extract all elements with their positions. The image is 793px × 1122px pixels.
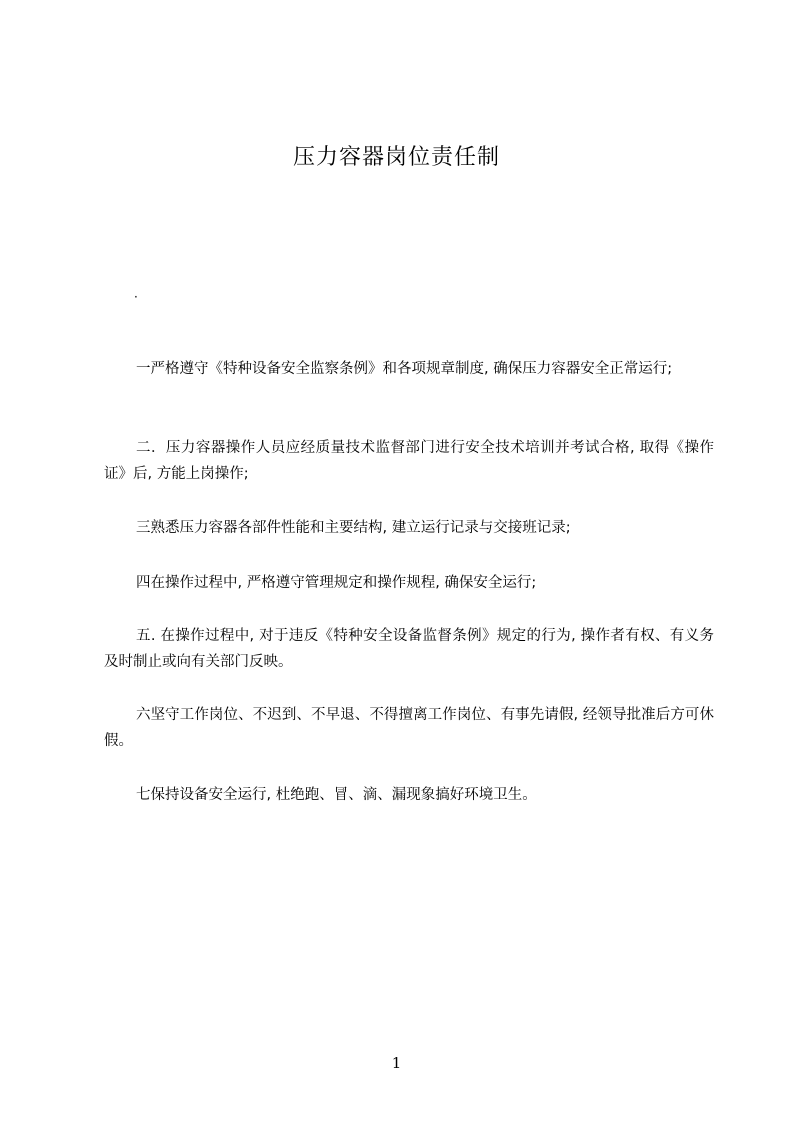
paragraph-3: 三熟悉压力容器各部件性能和主要结构, 建立运行记录与交接班记录; <box>136 519 571 536</box>
paragraph-5: 五. 在操作过程中, 对于违反《特种安全设备监督条例》规定的行为, 操作者有权、有义务及时制止或向有关部门反映。 <box>104 627 714 670</box>
paragraph-7: 七保持设备安全运行, 杜绝跑、冒、滴、漏现象搞好环境卫生。 <box>136 786 537 803</box>
paragraph-4: 四在操作过程中, 严格遵守管理规定和操作规程, 确保安全运行; <box>136 574 537 591</box>
paragraph-6: 六坚守工作岗位、不迟到、不早退、不得擅离工作岗位、有事先请假, 经领导批准后方可休假。 <box>104 706 714 749</box>
paragraph-1: 一严格遵守《特种设备安全监察条例》和各项规章制度, 确保压力容器安全正常运行; <box>136 360 673 377</box>
page-number: 1 <box>391 1054 402 1072</box>
document-title: 压力容器岗位责任制 <box>292 145 500 170</box>
paragraph-2: 二．压力容器操作人员应经质量技术监督部门进行安全技术培训并考试合格, 取得《操作证》后, 方能上岗操作; <box>104 439 714 482</box>
bullet-marker: · <box>134 290 138 304</box>
